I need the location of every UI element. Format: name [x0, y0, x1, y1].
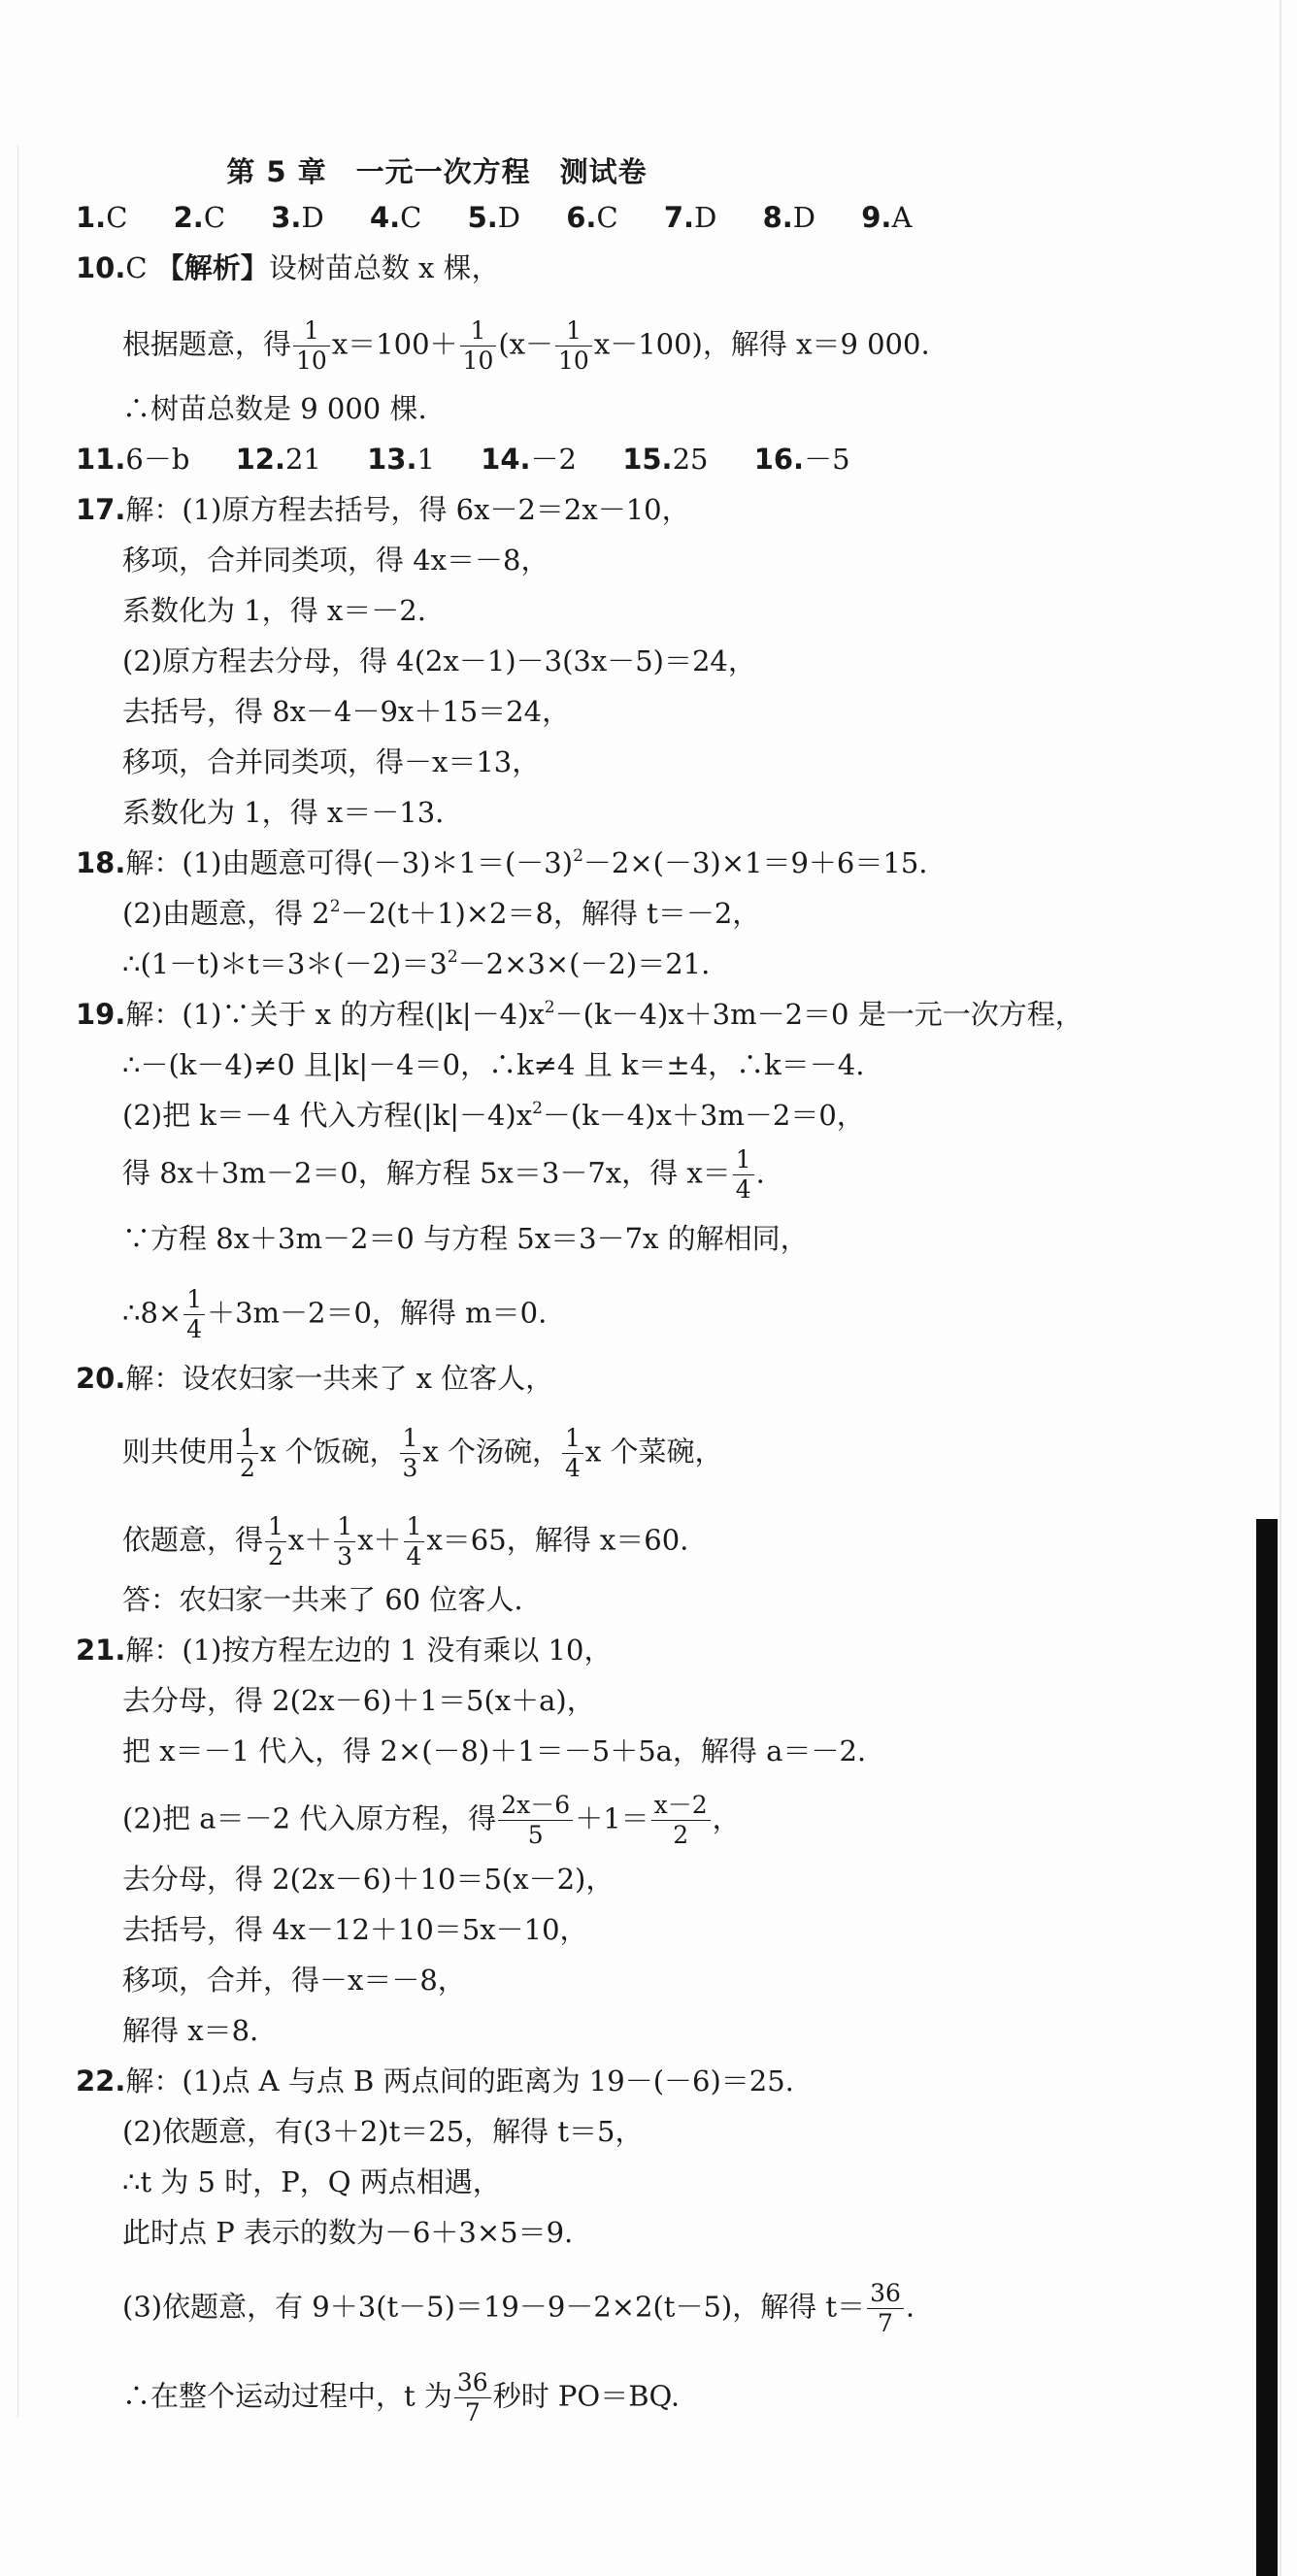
q17-line-6: 移项，合并同类项，得－x＝13，: [122, 745, 541, 778]
q22-line-2: (2)依题意，有(3＋2)t＝25，解得 t＝5，: [122, 2115, 644, 2148]
fraction: $\frac{36}{7}$: [867, 2279, 904, 2338]
fraction: $\frac{1}{2}$: [237, 1424, 258, 1483]
q22-line-1: 22.解：(1)点 A 与点 B 两点间的距离为 19－(－6)＝25.: [76, 2064, 794, 2097]
q17-line-1: 17.解：(1)原方程去括号，得 6x－2＝2x－10，: [76, 493, 690, 526]
page-title: 第 5 章 一元一次方程 测试卷: [226, 155, 648, 188]
mc-item: 6.C: [566, 201, 618, 234]
left-margin-rule: [17, 146, 18, 2417]
fill-item: 12.21: [235, 443, 321, 476]
fill-item: 13.1: [367, 443, 435, 476]
fill-item: 16.－5: [753, 443, 850, 476]
fill-item: 15.25: [622, 443, 709, 476]
fraction: $\frac{1}{3}$: [334, 1512, 355, 1571]
q21-line-3: 把 x＝－1 代入，得 2×(－8)＋1＝－5＋5a，解得 a＝－2.: [122, 1734, 867, 1767]
fraction: $\frac{1}{4}$: [733, 1145, 754, 1205]
right-margin-rule: [1280, 0, 1281, 2576]
mc-answers-row: [76, 200, 948, 239]
q21-line-4: (2)把 a＝－2 代入原方程，得 $\frac{2x-6}{5}$ ＋1＝ $\frac{x-2}{2}$ ，: [122, 1791, 741, 1849]
q18-line-1: 18.解：(1)由题意可得$(-3)*1=(-3)^2-2\times(-3)\times 1=9+6=15$.: [76, 846, 928, 879]
fraction: $\frac{1}{10}$: [293, 316, 330, 376]
fraction: $\frac{1}{10}$: [555, 316, 592, 376]
fill-answers-row: [76, 442, 887, 480]
fraction: $\frac{1}{3}$: [400, 1424, 421, 1483]
fraction: $\frac{1}{10}$: [460, 316, 497, 376]
mc-item: 2.C: [173, 201, 226, 234]
fraction: $\frac{x-2}{2}$: [651, 1791, 711, 1850]
q21-line-6: 去括号，得 4x－12＋10＝5x－10，: [122, 1913, 588, 1946]
q10-line-2: 根据题意，得 $\frac{1}{10}$ x＝100＋ $\frac{1}{10}$ (x－ $\frac{1}{10}$ x－100)，解得 x＝9 000.: [122, 316, 930, 375]
q20-line-1: 20.解：设农妇家一共来了 x 位客人，: [76, 1362, 554, 1395]
fraction: $\frac{1}{4}$: [562, 1424, 583, 1483]
q18-line-2: (2)由题意，得 $2^2-2(t+1)\times 2=8$，解得 t＝－2，: [122, 897, 761, 930]
fraction: $\frac{2x-6}{5}$: [498, 1791, 573, 1850]
fill-item: 11.6－b: [76, 443, 190, 476]
fill-item: 14.－2: [481, 443, 577, 476]
q20-line-2: 则共使用 $\frac{1}{2}$ x 个饭碗， $\frac{1}{3}$ x 个汤碗， $\frac{1}{4}$ x 个菜碗，: [122, 1424, 723, 1482]
q20-line-4: 答：农妇家一共来了 60 位客人.: [122, 1583, 523, 1616]
q17-line-7: 系数化为 1，得 x＝－13.: [122, 796, 445, 829]
q17-line-3: 系数化为 1，得 x＝－2.: [122, 594, 426, 627]
mc-item: 1.C: [76, 201, 128, 234]
mc-item: 3.D: [271, 201, 324, 234]
q10-line-3: ∴树苗总数是 9 000 棵.: [122, 392, 427, 425]
mc-item: 8.D: [762, 201, 816, 234]
q21-line-8: 解得 x＝8.: [122, 2014, 259, 2047]
q22-line-3: ∴t 为 5 时，P，Q 两点相遇，: [122, 2165, 501, 2198]
q21-line-1: 21.解：(1)按方程左边的 1 没有乘以 10，: [76, 1634, 613, 1667]
q21-line-5: 去分母，得 2(2x－6)＋10＝5(x－2)，: [122, 1863, 615, 1896]
q19-line-4: 得 8x＋3m－2＝0，解方程 5x＝3－7x，得 x＝ $\frac{1}{4}$ .: [122, 1145, 765, 1204]
mc-item: 5.D: [467, 201, 521, 234]
q22-line-5: (3)依题意，有 9＋3(t－5)＝19－9－2×2(t－5)，解得 t＝ $\frac{36}{7}$ .: [122, 2279, 915, 2337]
q18-line-3: $\therefore(1-t)*t=3*(-2)=3^2-2\times 3\times(-2)=21$.: [122, 947, 711, 980]
fraction: $\frac{36}{7}$: [454, 2368, 491, 2427]
q22-line-4: 此时点 P 表示的数为－6＋3×5＝9.: [122, 2216, 574, 2249]
q17-line-2: 移项，合并同类项，得 4x＝－8，: [122, 544, 549, 577]
scan-edge-bar: [1256, 1519, 1278, 2576]
fraction: $\frac{1}{2}$: [265, 1512, 286, 1571]
mc-item: 4.C: [369, 201, 422, 234]
mc-item: 9.A: [861, 201, 913, 234]
q19-line-5: ∵方程 8x＋3m－2＝0 与方程 5x＝3－7x 的解相同，: [122, 1222, 809, 1255]
q19-line-2: ∴－(k－4)≠0 且|k|－4＝0，∴k≠4 且 k＝±4，∴k＝－4.: [122, 1048, 865, 1081]
q21-line-2: 去分母，得 2(2x－6)＋1＝5(x＋a)，: [122, 1684, 595, 1717]
q19-line-3: (2)把 k＝－4 代入方程$(|k|-4)x^2-(k-4)x+3m-2=0$，: [122, 1099, 865, 1132]
fraction: $\frac{1}{4}$: [404, 1512, 425, 1571]
q20-line-3: 依题意，得 $\frac{1}{2}$ x＋ $\frac{1}{3}$ x＋ $\frac{1}{4}$ x＝65，解得 x＝60.: [122, 1512, 689, 1570]
mc-item: 7.D: [663, 201, 717, 234]
q10-line-1: 10.C 【解析】设树苗总数 x 棵，: [76, 251, 500, 284]
q19-line-6: ∴8× $\frac{1}{4}$ ＋3m－2＝0，解得 m＝0.: [122, 1285, 548, 1343]
q21-line-7: 移项，合并，得－x＝－8，: [122, 1964, 466, 1997]
q19-line-1: 19.解：(1)∵关于 x 的方程$(|k|-4)x^2-(k-4)x+3m-2=0$ 是一元一次方程，: [76, 998, 1083, 1031]
q17-line-4: (2)原方程去分母，得 4(2x－1)－3(3x－5)＝24，: [122, 644, 756, 677]
fraction: $\frac{1}{4}$: [183, 1285, 205, 1344]
q22-line-6: ∴在整个运动过程中，t 为 $\frac{36}{7}$ 秒时 PO＝BQ.: [122, 2368, 681, 2427]
q17-line-5: 去括号，得 8x－4－9x＋15＝24，: [122, 695, 571, 728]
